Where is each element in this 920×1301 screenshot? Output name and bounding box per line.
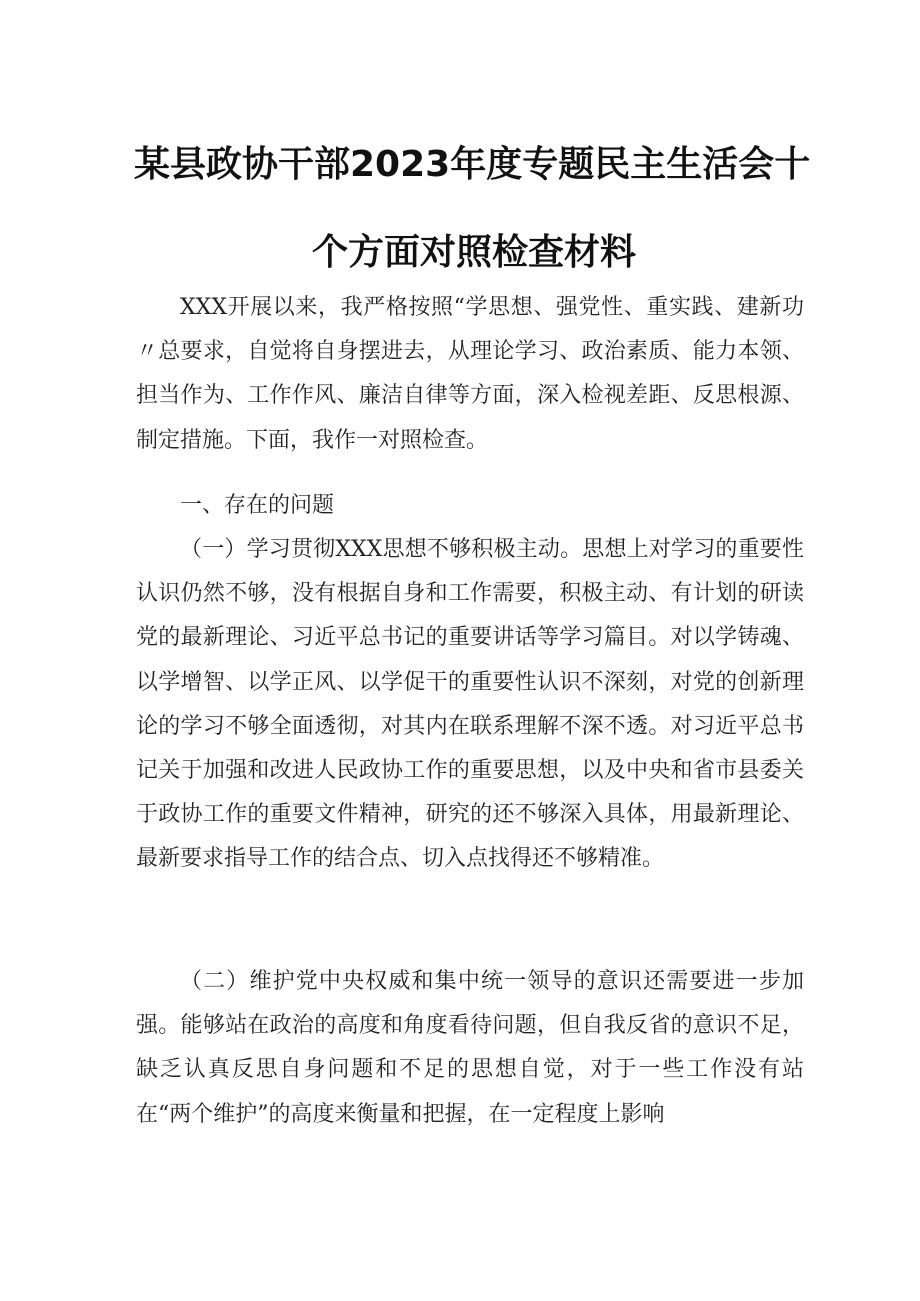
document-title-line-1: 某县政协干部2023年度专题民主生活会十 (134, 144, 811, 185)
section-heading-problems: 一、存在的问题 (180, 493, 335, 518)
intro-paragraph: XXX开展以来，我严格按照“学思想、强党性、重实践、建新功〃总要求，自觉将自身摆进去，从理论学习、政治素质、能力本领、担当作为、工作作风、廉洁自律等方面，深入检视差距、反思根源、制定措施。下面，我作一对照检查。 (136, 295, 804, 453)
document-title-line-2: 个方面对照检查材料 (312, 232, 637, 273)
problem-paragraph-2: （二）维护党中央权威和集中统一领导的意识还需要进一步加强。能够站在政治的高度和角度看待问题，但自我反省的意识不足，缺乏认真反思自身问题和不足的思想自觉，对于一些工作没有站在“两个维护”的高度来衡量和把握，在一定程度上影响 (136, 969, 804, 1127)
problem-paragraph-1: （一）学习贯彻XXX思想不够积极主动。思想上对学习的重要性认识仍然不够，没有根据自身和工作需要，积极主动、有计划的研读党的最新理论、习近平总书记的重要讲话等学习篇目。对以学铸魂、以学增智、以学正风、以学促干的重要性认识不深刻，对党的创新理论的学习不够全面透彻，对其内在联系理解不深不透。对习近平总书记关于加强和改进人民政协工作的重要思想，以及中央和省市县委关于政协工作的重要文件精神，研究的还不够深入具体，用最新理论、最新要求指导工作的结合点、切入点找得还不够精准。 (136, 537, 804, 872)
